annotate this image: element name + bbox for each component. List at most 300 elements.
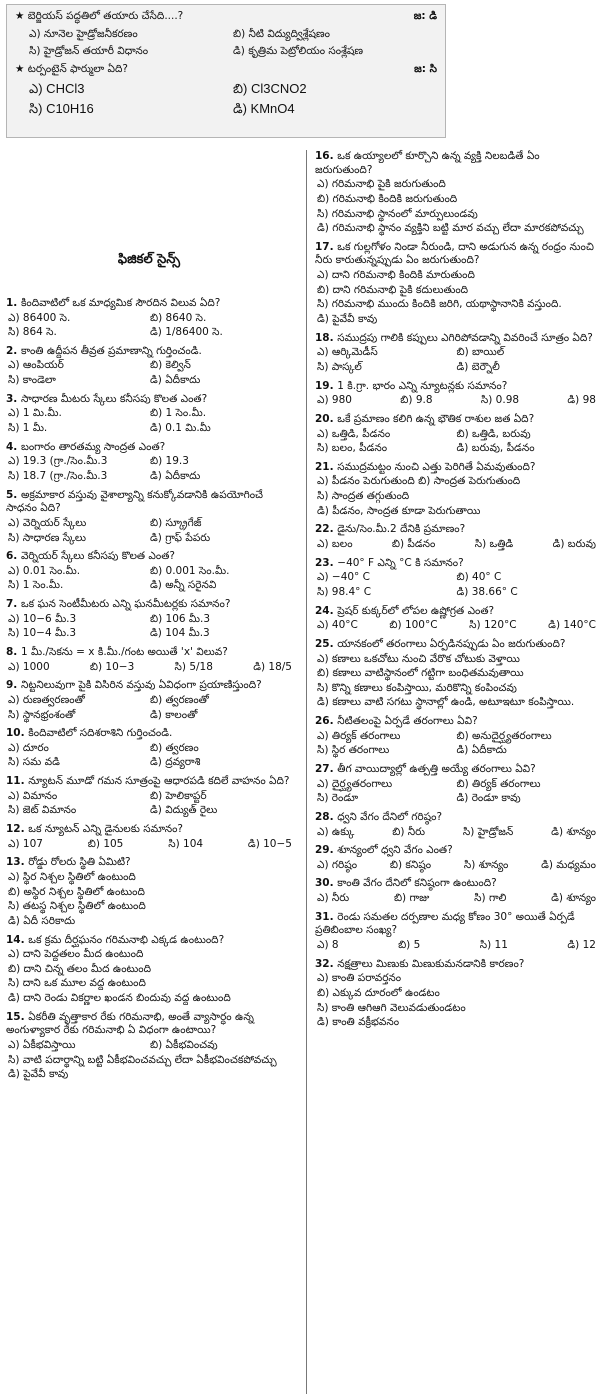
question-text — [6, 1011, 292, 1038]
question-text — [315, 844, 596, 858]
question-body: కాంతి వేగం దేనిలో కనిష్ఠంగా ఉంటుంది? — [337, 877, 497, 890]
option-row — [315, 859, 596, 873]
question-number: 12. — [6, 823, 29, 836]
option-row — [315, 346, 596, 360]
question-body: బంగారం తారతమ్య సాంద్రత ఎంత? — [20, 440, 166, 453]
option: సి) గాలి — [474, 892, 507, 905]
option-row — [315, 442, 596, 456]
question — [315, 844, 596, 872]
question-text — [6, 598, 292, 612]
option: ఎ) స్థిర నిశ్చల స్థితిలో ఉంటుంది — [8, 870, 136, 883]
option: బి) త్వరణం — [150, 741, 199, 754]
option: బి) ఎక్కువ దూరంలో ఉండటం — [317, 986, 440, 999]
option: సి) హైడ్రోజన్ తయారీ విధానం — [29, 45, 149, 58]
option: బి) 1 సెం.మీ. — [150, 407, 207, 420]
option-row — [6, 407, 292, 421]
previous-questions-box — [6, 4, 446, 138]
question-body: అక్రమాకార వస్తువు వైశాల్యాన్ని కనుక్కోవడానికి ఉపయోగించే సాధనం ఏది? — [6, 488, 264, 515]
star-icon: ★ — [15, 10, 25, 22]
question-body: ఒక ఘన సెంటీమీటరు ఎన్ని ఘనమీటర్లకు సమానం? — [20, 598, 231, 611]
question-body: నీటితలంపై ఏర్పడే తరంగాలు ఏవి? — [337, 715, 478, 728]
box-question-1-answer: జ: డి — [413, 10, 437, 22]
question-text — [6, 550, 292, 564]
question — [6, 550, 292, 593]
option: డి) బరువు, పీడనం — [456, 442, 535, 455]
option-row — [6, 709, 292, 723]
question-number: 9. — [6, 679, 21, 692]
question-number: 3. — [6, 392, 21, 405]
option-row — [315, 792, 596, 806]
option: డి) 140°C — [548, 619, 596, 632]
option: సి) సాంద్రత తగ్గుతుంది — [317, 490, 410, 503]
option-row — [6, 694, 292, 708]
question — [315, 380, 596, 408]
option: ఎ) 1 మి.మీ. — [8, 407, 62, 420]
option-row — [315, 586, 596, 600]
question-body: 1 కి.గ్రా. భారం ఎన్ని న్యూటన్లకు సమానం? — [337, 379, 508, 392]
option-row — [6, 579, 292, 593]
question-number: 2. — [6, 344, 21, 357]
question-text — [6, 823, 292, 837]
box-question-2-options — [29, 81, 437, 98]
question — [6, 775, 292, 818]
question-body: కాంతి ఉద్దీపన తీవ్రత ప్రమాణాన్ని గుర్తించండి. — [20, 344, 202, 357]
option: ఎ) తిర్యక్ తరంగాలు — [317, 729, 401, 742]
question-body: కిందివాటిలో ఒక మాధ్యమిక సౌరదిన విలువ ఏది? — [20, 296, 221, 309]
option: ఎ) CHCl3 — [29, 80, 85, 96]
option: డి) శూన్యం — [551, 892, 596, 905]
option: సి) 10−4 మీ.3 — [8, 627, 77, 640]
question-text — [315, 380, 596, 394]
option: ఎ) ఒత్తిడి, పీడనం — [317, 427, 391, 440]
question — [315, 241, 596, 327]
option: డి) ఏదీకాదు — [150, 374, 201, 387]
option-row — [315, 428, 596, 442]
option: సి) సమ వడి — [8, 756, 60, 769]
question-text — [6, 345, 292, 359]
option: బి) నీరు — [392, 825, 425, 838]
question-text — [315, 413, 596, 427]
question-body: సముద్రమట్టం నుంచి ఎత్తు పెరిగితే ఏమవుతుంది? — [337, 460, 536, 473]
option-row — [315, 538, 596, 552]
question-number: 17. — [315, 240, 338, 253]
option-row — [6, 470, 292, 484]
option: డి) 10−5 — [247, 837, 292, 850]
question — [6, 934, 292, 1006]
option: డి) పైవేవీ కావు — [8, 1068, 69, 1081]
question — [315, 332, 596, 375]
option-row — [315, 826, 596, 840]
option-row — [6, 627, 292, 641]
question-text — [6, 646, 292, 660]
option: బి) కణాలు వాటిస్థానంలో గట్టిగా బంధితమవుతాయి — [317, 667, 524, 680]
question-body: సముద్రపు గాలికి కప్పులు ఎగిరిపోవడాన్ని వివరించే సూత్రం ఏది? — [337, 331, 593, 344]
option: డి) దాని రెండు వికర్ణాల ఖండన బిందువు వద్ద ఉంటుంది — [8, 992, 231, 1005]
option: డి) ఏదీ సరికాదు — [8, 914, 76, 927]
option-row — [6, 838, 292, 852]
question-number: 30. — [315, 877, 338, 890]
option: బి) నీటి విద్యుద్విశ్లేషణం — [233, 27, 330, 40]
section-title: ఫిజికల్ సైన్స్ — [117, 252, 181, 267]
option: ఎ) వెర్నియర్ స్కేలు — [8, 516, 87, 529]
option: ఎ) 980 — [317, 394, 352, 407]
question-text — [6, 489, 292, 516]
question-body: ఒకే ప్రమాణం కలిగి ఉన్న భౌతిక రాశుల జత ఏది? — [337, 412, 535, 425]
option: బి) 40° C — [456, 571, 502, 584]
question-text — [315, 811, 596, 825]
option: సి) 1 సెం.మీ. — [8, 579, 64, 592]
option-row — [315, 744, 596, 758]
option-row — [315, 571, 596, 585]
question — [315, 557, 596, 600]
option: ఎ) ఆర్కిమెడీస్ — [317, 346, 378, 359]
option-row — [315, 619, 596, 633]
option: బి) తిర్యక్ తరంగాలు — [456, 777, 541, 790]
question-text — [315, 958, 596, 972]
option: బి) 100°C — [389, 619, 438, 632]
option: డి) KMnO4 — [233, 101, 295, 117]
question — [315, 523, 596, 551]
option: బి) 106 మీ.3 — [150, 612, 211, 625]
right-question-list — [315, 150, 596, 1030]
option-row — [6, 359, 292, 373]
option: సి) కాంతి ఆగిఆగి వెలువడుతుండటం — [317, 1001, 466, 1014]
option: ఎ) నీరు — [317, 892, 350, 905]
option: ఎ) 0.01 సెం.మీ. — [8, 564, 81, 577]
question — [6, 856, 292, 928]
option: సి) కాండెలా — [8, 374, 56, 387]
option: సి) కొన్ని కణాలు కంపిస్తాయి, మరికొన్ని కంపించవు — [317, 681, 517, 694]
question — [6, 1011, 292, 1082]
option: డి) అన్నీ సరైనవి — [150, 579, 217, 592]
question-number: 32. — [315, 957, 338, 970]
option: ఎ) దైర్ఘ్యతరంగాలు — [317, 777, 393, 790]
option: ఎ) 107 — [8, 837, 43, 850]
option: డి) 38.66° C — [456, 585, 518, 598]
question-body: ఏకరీతి వృత్తాకార రేకు గరిమనాభి, అంతే వ్యాసార్ధం ఉన్న అంగుళ్యాకార రేకు గరిమనాభి ఏ విధంగా ఉంటాయి? — [6, 1010, 254, 1037]
question-text — [315, 150, 596, 177]
option: బి) ఒత్తిడి, బరువు — [456, 427, 531, 440]
option: డి) బెర్నౌలీ — [456, 360, 500, 373]
option: డి) రెండూ కావు — [456, 792, 521, 805]
option: ఎ) 8 — [317, 939, 339, 952]
question — [315, 811, 596, 839]
question-body: −40° F ఎన్ని °C కి సమానం? — [337, 556, 464, 569]
question — [6, 646, 292, 674]
question-number: 27. — [315, 762, 338, 775]
question-number: 10. — [6, 727, 29, 740]
option: బి) దాని గరిమనాభి పైకి కదులుతుంది — [317, 283, 469, 296]
option: బి) అస్థిర నిశ్చల స్థితిలో ఉంటుంది — [8, 885, 145, 898]
option: సి) C10H16 — [29, 101, 94, 117]
question-number: 7. — [6, 598, 21, 611]
option: సి) 11 — [479, 939, 508, 952]
question-text — [6, 393, 292, 407]
option: సి) సాధారణ స్కేలు — [8, 531, 86, 544]
box-question-1-options — [29, 28, 437, 42]
question-number: 6. — [6, 550, 21, 563]
option: డి) ఏదీకాదు — [456, 744, 507, 757]
option: డి) 0.1 మి.మీ — [150, 422, 211, 435]
question — [315, 150, 596, 236]
option: డి) 18/5 — [253, 660, 292, 673]
option: బి) 5 — [398, 939, 421, 952]
option: ఎ) 10−6 మీ.3 — [8, 612, 77, 625]
option: ఎ) విమానం — [8, 789, 58, 802]
option-row — [6, 790, 292, 804]
question-body: ఒక క్రమ దీర్ఘఘనం గరిమనాభి ఎక్కడ ఉంటుంది? — [28, 933, 225, 946]
option: బి) గాజు — [393, 892, 430, 905]
option-row — [6, 455, 292, 469]
option: డి) గ్రాఫ్ పేపరు — [150, 531, 211, 544]
question-body: రోడ్డు రోలరు స్థితి ఏమిటి? — [28, 856, 131, 869]
option: డి) విద్యుత్ రైలు — [150, 804, 218, 817]
option: డి) మధ్యమం — [541, 858, 596, 871]
option: సి) 1 మీ. — [8, 422, 48, 435]
question — [315, 413, 596, 456]
question — [315, 763, 596, 806]
question-text — [315, 557, 596, 571]
option: ఎ) గరిమనాభి పైకి జరుగుతుంది — [317, 178, 446, 191]
question-number: 22. — [315, 523, 338, 536]
question-number: 19. — [315, 379, 338, 392]
option: ఎ) కణాలు ఒకచోటు నుంచి వేరొక చోటుకు వెళ్తాయి — [317, 652, 520, 665]
question-body: ఒక ఉయ్యాలలో కూర్చొని ఉన్న వ్యక్తి నిలబడితే ఏం జరుగుతుంది? — [315, 150, 540, 176]
question-body: నక్షత్రాలు మిణుకు మిణుకుమనడానికి కారణం? — [337, 957, 525, 970]
option: డి) కృత్రిమ పెట్రోలియం సంశ్లేషణ — [233, 45, 364, 58]
option-row — [6, 804, 292, 818]
question-text — [6, 775, 292, 789]
option-row — [6, 312, 292, 326]
option-row — [6, 756, 292, 770]
question-text — [6, 679, 292, 693]
box-question-1 — [15, 10, 437, 24]
option-row — [315, 892, 596, 906]
question-number: 13. — [6, 856, 29, 869]
question-text — [315, 332, 596, 346]
question-body: వెర్నియర్ స్కేలు కనీసపు కొలత ఎంత? — [20, 550, 175, 563]
question-number: 14. — [6, 933, 29, 946]
option: సి) దాని ఒక మూల వద్ద ఉంటుంది — [8, 977, 146, 990]
question-body: ధ్వని వేగం దేనిలో గరిష్ఠం? — [337, 810, 443, 823]
option: ఎ) దూరం — [8, 741, 49, 754]
question-text — [315, 763, 596, 777]
option: బి) 10−3 — [89, 660, 135, 673]
question — [6, 823, 292, 851]
question-number: 21. — [315, 460, 338, 473]
question-text — [315, 461, 596, 475]
question-body: నిట్టనిలువుగా పైకి విసిరిన వస్తువు ఏవిధంగా ప్రయాణిస్తుంది? — [20, 679, 262, 692]
question-body: ఒక గుల్లగోళం నిండా నీరుండి, దాని అడుగున ఉన్న రంధ్రం నుంచి నీరు కారుతున్నప్పుడు ఏం జరుగుతుంది? — [315, 240, 594, 267]
question-text — [6, 934, 292, 948]
option: డి) కాంతి వక్రీభవనం — [317, 1016, 400, 1029]
box-question-2-text: టర్పంటైన్ ఫార్ములా ఏది? — [27, 62, 128, 75]
option: డి) శూన్యం — [551, 825, 596, 838]
option: బి) పీడనం — [391, 538, 436, 551]
option: డి) పీడనం, సాంద్రత కూడా పెరుగుతాయి — [317, 504, 481, 517]
option: ఎ) 1000 — [8, 660, 50, 673]
question — [6, 393, 292, 436]
question-body: 1 మీ./సెకను = x కి.మీ./గంట అయితే 'x' విలువ? — [20, 645, 228, 658]
option: బి) 9.8 — [400, 394, 433, 407]
option: సి) 120°C — [469, 619, 517, 632]
question-number: 11. — [6, 775, 29, 788]
question-number: 28. — [315, 810, 338, 823]
option: బి) 19.3 — [150, 455, 189, 468]
question-text — [315, 911, 596, 938]
question — [6, 345, 292, 388]
question-number: 25. — [315, 637, 338, 650]
option: డి) గరిమనాభి స్థానం వ్యక్తిని బట్టి మార వచ్చు లేదా మారకపోవచ్చు — [317, 222, 584, 235]
question — [315, 605, 596, 633]
option: సి) స్థానభ్రంశంతో — [8, 708, 76, 721]
option: ఎ) 40°C — [317, 619, 358, 632]
option: ఎ) 19.3 (గ్రా./సెం.మీ.3 — [8, 455, 108, 468]
option: ఎ) దాని పెద్దతలం మీద ఉంటుంది — [8, 948, 144, 961]
option: ఎ) ఏకీభవిస్తాయి — [8, 1039, 76, 1051]
option: సి) పాస్కల్ — [317, 360, 362, 373]
option: ఎ) బలం — [317, 538, 353, 551]
option-row — [6, 532, 292, 546]
question-body: రెండు సమతల దర్పణాల మధ్య కోణం 30° అయితే ఏర్పడే ప్రతిబింబాల సంఖ్య? — [315, 910, 575, 937]
question-number: 18. — [315, 331, 338, 344]
option: ఎ) రుణత్వరణంతో — [8, 693, 85, 706]
question-text — [6, 441, 292, 455]
question-number: 20. — [315, 412, 338, 425]
option: బి) గరిమనాభి కిందికి జరుగుతుంది — [317, 192, 458, 205]
question — [6, 727, 292, 770]
option: డి) 12 — [567, 939, 596, 952]
option: సి) జెట్ విమానం — [8, 804, 77, 817]
option-row — [315, 361, 596, 375]
question — [315, 461, 596, 519]
question-body: ఒక న్యూటన్ ఎన్ని డైనులకు సమానం? — [28, 823, 183, 836]
option-row — [315, 939, 596, 953]
option: బి) కనిష్ఠం — [389, 858, 432, 871]
option-row — [6, 517, 292, 531]
question-body: ప్రెషర్ కుక్కర్‌లో లోపల ఉష్ణోగ్రత ఎంత? — [337, 604, 495, 617]
option: సి) 0.98 — [480, 394, 520, 407]
option: బి) బాయిల్ — [456, 346, 505, 359]
option: డి) పైవేవీ కావు — [317, 313, 378, 326]
option: బి) హెలికాప్టర్ — [150, 789, 207, 802]
option: సి) ఒత్తిడి — [474, 538, 514, 551]
option: సి) 5/18 — [174, 660, 213, 673]
question-text — [315, 638, 596, 652]
option: డి) కణాలు వాటి సగటు స్థానాల్లో ఉండి, అటూఇటూ కంపిస్తాయి. — [317, 696, 575, 709]
question — [315, 877, 596, 905]
option: బి) కెల్విన్ — [150, 359, 191, 372]
box-question-2 — [15, 63, 437, 77]
option-row — [315, 394, 596, 408]
option: బి) Cl3CNO2 — [233, 80, 307, 96]
question-number: 16. — [315, 150, 338, 162]
question — [315, 911, 596, 953]
question-body: యానకంలో తరంగాలు ఏర్పడినప్పుడు ఏం జరుగుతుంది? — [337, 637, 566, 650]
question-text — [315, 241, 596, 268]
question — [6, 598, 292, 641]
option: ఎ) నూనెల హైడ్రోజనీకరణం — [29, 27, 138, 40]
question-text — [315, 523, 596, 537]
option-row — [315, 778, 596, 792]
option: డి) బరువు — [552, 538, 596, 551]
question-text — [315, 715, 596, 729]
option-row — [6, 1039, 292, 1053]
question-body: కిందివాటిలో సదిశరాశిని గుర్తించండి. — [28, 727, 173, 740]
option-row — [6, 326, 292, 340]
option: సి) 18.7 (గ్రా./సెం.మీ.3 — [8, 469, 108, 482]
question-number: 5. — [6, 488, 21, 501]
question-number: 4. — [6, 440, 21, 453]
option: డి) ద్రవ్యరాశి — [150, 756, 201, 769]
option: బి) త్వరణంతో — [150, 693, 209, 706]
question — [315, 638, 596, 710]
star-icon: ★ — [15, 62, 25, 75]
option: ఎ) ఉక్కు — [317, 825, 355, 838]
option: ఎ) గరిష్ఠం — [317, 858, 358, 871]
question-body: తీగ వాయిద్యాల్లో ఉత్పత్తి అయ్యే తరంగాలు ఏవి? — [337, 762, 536, 775]
option: ఎ) దాని గరిమనాభి కిందికి మారుతుంది — [317, 269, 475, 282]
box-question-2-answer: జ: సి — [414, 62, 437, 75]
option: ఎ) పీడనం పెరుగుతుంది బి) సాంద్రత పెరుగుతుంది — [317, 475, 521, 488]
option: సి) వాటి పదార్థాన్ని బట్టి ఏకీభవించవచ్చు లేదా ఏకీభవించకపోవచ్చు — [8, 1053, 277, 1066]
option: డి) 1/86400 సె. — [150, 326, 223, 339]
option-row — [6, 742, 292, 756]
option: బి) 8640 సె. — [150, 311, 207, 324]
option-row — [315, 730, 596, 744]
option: సి) 98.4° C — [317, 585, 372, 598]
option: బి) ఏకీభవించవు — [150, 1039, 218, 1051]
option: ఎ) 86400 సె. — [8, 311, 71, 324]
option: సి) తటస్థ నిశ్చల స్థితిలో ఉంటుంది — [8, 900, 146, 913]
option: డి) కాలంతో — [150, 708, 198, 721]
question-number: 29. — [315, 844, 338, 857]
question-number: 31. — [315, 910, 338, 923]
question-body: శూన్యంలో ధ్వని వేగం ఎంత? — [337, 844, 453, 857]
question-text — [6, 727, 292, 741]
question-number: 26. — [315, 715, 338, 728]
option: డి) 104 మీ.3 — [150, 627, 210, 640]
question-number: 1. — [6, 296, 21, 309]
question-number: 24. — [315, 604, 338, 617]
option: ఎ) ఆంపియర్ — [8, 359, 64, 372]
question — [6, 679, 292, 722]
left-column — [6, 146, 296, 1087]
option: సి) బలం, పీడనం — [317, 442, 388, 455]
question-text — [315, 605, 596, 619]
question-number: 8. — [6, 645, 21, 658]
question-body: న్యూటన్ మూడో గమన సూత్రంపై ఆధారపడి కదిలే వాహనం ఏది? — [28, 775, 290, 788]
option-row — [6, 565, 292, 579]
box-question-1-text: బెర్జియస్ పద్ధతిలో తయారు చేసేది....? — [27, 10, 184, 22]
right-column — [306, 150, 596, 1394]
option: సి) హైడ్రోజన్ — [462, 825, 514, 838]
option: బి) 105 — [87, 837, 124, 850]
option-row — [6, 422, 292, 436]
option: సి) రెండూ — [317, 792, 359, 805]
option: డి) 98 — [567, 394, 596, 407]
question — [315, 715, 596, 758]
question-body: సాధారణ మీటరు స్కేలు కనీసపు కొలత ఎంత? — [20, 392, 208, 405]
option: సి) గరిమనాభి ముందు కిందికి జరిగి, యథాస్థానానికి వస్తుంది. — [317, 298, 562, 311]
question — [6, 297, 292, 340]
option: బి) దాని చిన్న తలం మీద ఉంటుంది — [8, 962, 152, 975]
question-text — [315, 877, 596, 891]
option: సి) గరిమనాభి స్థానంలో మార్పులుండవు — [317, 207, 478, 220]
option: ఎ) కాంతి పరావర్తనం — [317, 972, 402, 985]
option-row — [6, 661, 292, 675]
question-text — [6, 856, 292, 870]
